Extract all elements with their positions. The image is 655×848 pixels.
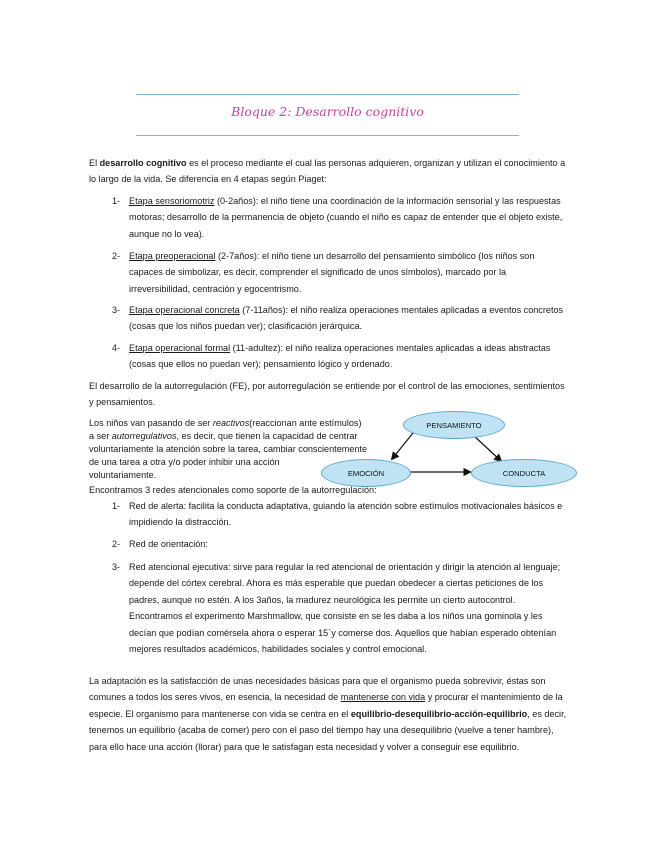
list-number: 1- xyxy=(112,501,121,511)
node-emocion: EMOCIÓN xyxy=(321,459,411,487)
list-number: 2- xyxy=(112,539,121,549)
header-rule-bottom xyxy=(136,135,519,136)
list-number: 2- xyxy=(112,251,121,261)
page-title: Bloque 2: Desarrollo cognitivo xyxy=(231,104,424,119)
arrow-top-right xyxy=(472,434,501,461)
header-rule-top xyxy=(136,94,519,95)
stage-item-1: 1- Etapa sensoriomotriz (0-2años): el niño tiene una coordinación de la información sensorial y las respuestas motoras; desarrollo de la permanencia de objeto (cuando el niño es capaz de entender que el objeto existe, aunque no lo vea). xyxy=(112,193,564,242)
list-number: 3- xyxy=(112,305,121,315)
networks-intro: Encontramos 3 redes atencionales como soporte de la autorregulación: xyxy=(89,485,377,495)
list-number: 3- xyxy=(112,562,121,572)
stage-term: Etapa operacional formal xyxy=(129,343,231,353)
network-item-2: 2- Red de orientación: xyxy=(112,536,564,552)
stage-item-3: 3- Etapa operacional concreta (7-11años): el niño realiza operaciones mentales aplicadas a eventos concretos (cosas que los niños puedan ver); clasificación jerárquica. xyxy=(112,302,564,335)
intro-paragraph: El desarrollo cognitivo es el proceso mediante el cual las personas adquieren, organizan y utilizan el conocimiento a lo largo de la vida. Se diferencia en 4 etapas según Piaget: xyxy=(89,158,566,185)
stage-item-4: 4- Etapa operacional formal (11-adultez): el niño realiza operaciones mentales aplicadas a ideas abstractas (cosas que ellos no puedan ver); pensamiento lógico y ordenado. xyxy=(112,340,564,373)
list-number: 1- xyxy=(112,196,121,206)
stage-term: Etapa operacional concreta xyxy=(129,305,240,315)
selfregulation-paragraph: El desarrollo de la autorregulación (FE), por autorregulación se entiende por el control de las emociones, sentimientos y pensamientos. xyxy=(89,381,565,408)
adaptation-paragraph: La adaptación es la satisfacción de unas necesidades básicas para que el organismo pueda sobrevivir, éstas son comunes a todos los seres vivos, en esencia, la necesidad de mantenerse con vida y procurar el mantenimiento de la especie. El organismo para mantenerse con vida se centra en el equilibrio-desequilibrio-acción-equilibrio, es decir, tenemos un equilibrio (acaba de comer) pero con el paso del tiempo hay una desequilibrio (vuelve a tener hambre), para ello hace una acción (llorar) para que le satisfagan esta necesidad y volver a conseguir ese equilibrio. xyxy=(89,676,567,752)
stage-term: Etapa preoperacional xyxy=(129,251,216,261)
list-number: 4- xyxy=(112,343,121,353)
network-item-1: 1- Red de alerta: facilita la conducta adaptativa, guiando la atención sobre estímulos motivacionales básicos e impidiendo la distracción. xyxy=(112,498,564,531)
network-item-3: 3- Red atencional ejecutiva: sirve para regular la red atencional de orientación y dirigir la atención al lenguaje; depende del córtex cerebral. Ahora es más esperable que puedan obedecer a ciertas peticiones de los padres, aunque no estén. A los 3años, la madurez neurológica les permite un cierto autocontrol. Encontramos el experimento Marshmallow, que consiste en se les daba a los niños una gominola y les decían que podían comérsela ahora o esperar 15´y comerse dos. Aquellos que habían esperado obtenían mejores resultados académicos, habilidades sociales y control emocional. xyxy=(112,559,564,657)
node-conducta: CONDUCTA xyxy=(471,459,577,487)
node-pensamiento: PENSAMIENTO xyxy=(403,411,505,439)
stage-item-2: 2- Etapa preoperacional (2-7años): el niño tiene un desarrollo del pensamiento simbólico (los niños son capaces de simbolizar, es decir, comprender el significado de unos símbolos), marcado por la irreversibilidad, centración y egocentrismo. xyxy=(112,248,564,297)
stage-term: Etapa sensoriomotriz xyxy=(129,196,215,206)
kids-paragraph: Los niños van pasando de ser reactivos(reaccionan ante estímulos) a ser autorregulativos, es decir, que tienen la capacidad de centrar voluntariamente la atención sobre la tarea, cambiar conscientemente de una tarea a otra y/o poder inhibir una acción voluntariamente. xyxy=(89,418,368,480)
